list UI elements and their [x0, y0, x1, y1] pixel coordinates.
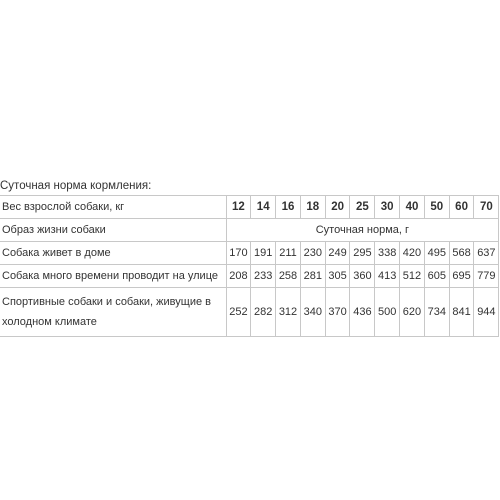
row-label: Собака живет в доме: [0, 242, 226, 265]
row-label: Спортивные собаки и собаки, живущие в холодном климате: [0, 288, 226, 337]
value-cell: 637: [474, 242, 499, 265]
value-cell: 360: [350, 265, 375, 288]
value-cell: 305: [325, 265, 350, 288]
daily-norm-header: Суточная норма, г: [226, 219, 499, 242]
weight-cell: 25: [350, 196, 375, 219]
value-cell: 312: [276, 288, 301, 337]
value-cell: 734: [424, 288, 449, 337]
value-cell: 605: [424, 265, 449, 288]
value-cell: 233: [251, 265, 276, 288]
weight-cell: 30: [375, 196, 400, 219]
value-cell: 249: [325, 242, 350, 265]
weight-cell: 50: [424, 196, 449, 219]
feeding-table: [0, 195, 499, 337]
value-cell: 413: [375, 265, 400, 288]
value-cell: 370: [325, 288, 350, 337]
weight-cell: 14: [251, 196, 276, 219]
value-cell: 281: [300, 265, 325, 288]
value-cell: 944: [474, 288, 499, 337]
value-cell: 295: [350, 242, 375, 265]
value-cell: 495: [424, 242, 449, 265]
weight-cell: 40: [400, 196, 425, 219]
lifestyle-header-row: [0, 219, 499, 242]
value-cell: 500: [375, 288, 400, 337]
lifestyle-header-label: Образ жизни собаки: [0, 219, 226, 242]
value-cell: 252: [226, 288, 251, 337]
value-cell: 211: [276, 242, 301, 265]
weight-cell: 70: [474, 196, 499, 219]
value-cell: 282: [251, 288, 276, 337]
value-cell: 170: [226, 242, 251, 265]
table-row: [0, 288, 499, 337]
table-row: [0, 242, 499, 265]
value-cell: 436: [350, 288, 375, 337]
value-cell: 512: [400, 265, 425, 288]
weight-header-row: [0, 196, 499, 219]
value-cell: 695: [449, 265, 474, 288]
value-cell: 420: [400, 242, 425, 265]
value-cell: 568: [449, 242, 474, 265]
value-cell: 779: [474, 265, 499, 288]
row-label: Собака много времени проводит на улице: [0, 265, 226, 288]
weight-cell: 12: [226, 196, 251, 219]
table-caption: Суточная норма кормления:: [0, 180, 152, 192]
weight-cell: 16: [276, 196, 301, 219]
weight-header-label: Вес взрослой собаки, кг: [0, 196, 226, 219]
value-cell: 258: [276, 265, 301, 288]
value-cell: 338: [375, 242, 400, 265]
value-cell: 230: [300, 242, 325, 265]
value-cell: 340: [300, 288, 325, 337]
table-row: [0, 265, 499, 288]
value-cell: 620: [400, 288, 425, 337]
weight-cell: 60: [449, 196, 474, 219]
value-cell: 208: [226, 265, 251, 288]
weight-cell: 18: [300, 196, 325, 219]
weight-cell: 20: [325, 196, 350, 219]
value-cell: 191: [251, 242, 276, 265]
value-cell: 841: [449, 288, 474, 337]
